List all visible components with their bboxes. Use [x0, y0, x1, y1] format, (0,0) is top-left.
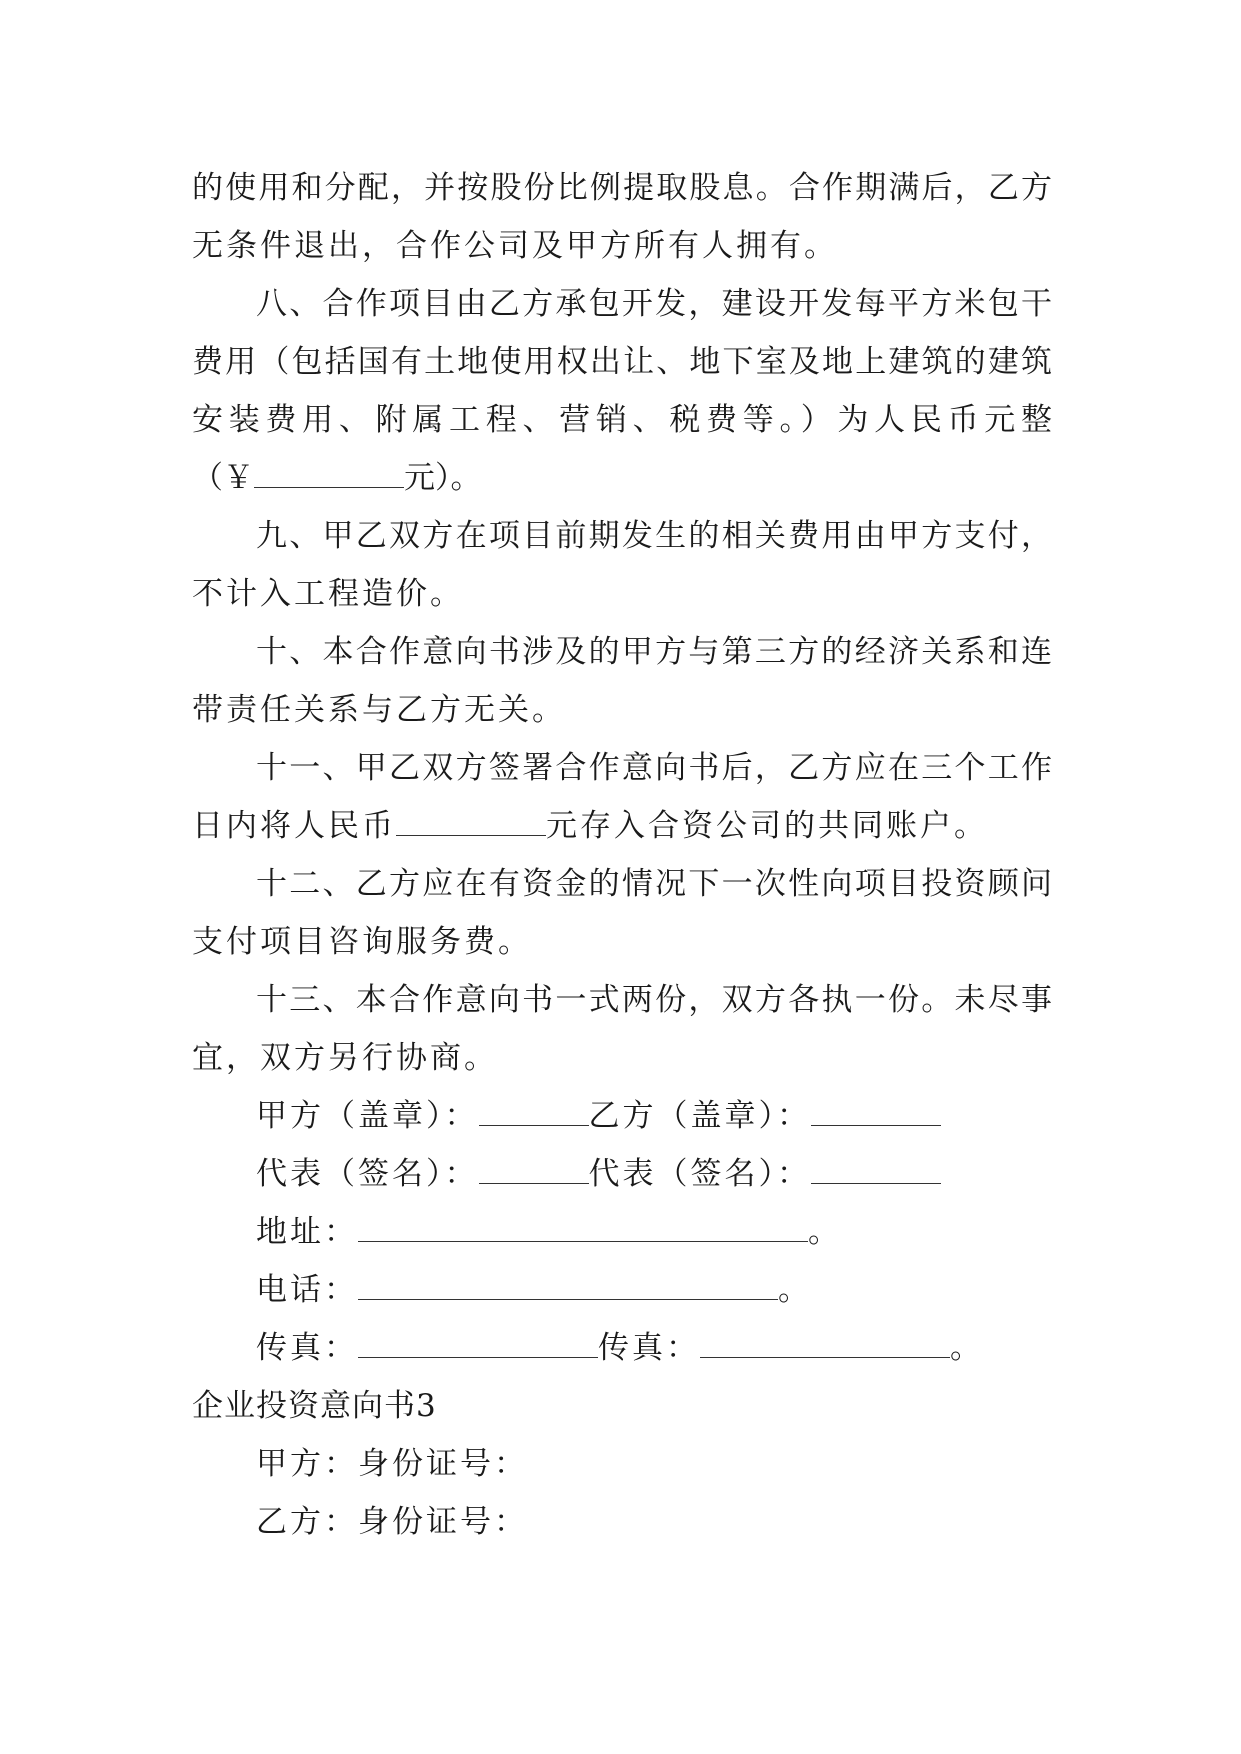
- rep-a-label: 代表（签名）：: [256, 1156, 479, 1192]
- party-a-seal-blank[interactable]: [479, 1099, 589, 1126]
- rep-a-blank[interactable]: [479, 1157, 589, 1184]
- text-segment: 日内将人民币: [192, 808, 396, 844]
- clause-10: 十、本合作意向书涉及的甲方与第三方的经济关系和连: [256, 634, 1052, 670]
- party-b-id: 乙方：身份证号：: [256, 1504, 528, 1540]
- amount-blank[interactable]: [396, 809, 546, 836]
- fax-a-blank[interactable]: [358, 1331, 598, 1358]
- fax-end: 。: [950, 1330, 984, 1366]
- party-b-seal-blank[interactable]: [811, 1099, 941, 1126]
- clause-8: 八、合作项目由乙方承包开发，建设开发每平方米包干: [256, 286, 1052, 322]
- section-title: 企业投资意向书3: [192, 1388, 437, 1424]
- address-end: 。: [808, 1214, 842, 1250]
- party-a-id: 甲方：身份证号：: [256, 1446, 528, 1482]
- seal-row: [256, 1096, 1052, 1136]
- amount-blank[interactable]: [254, 461, 404, 488]
- clause-12: 十二、乙方应在有资金的情况下一次性向项目投资顾问: [256, 866, 1052, 902]
- fax-b-blank[interactable]: [700, 1331, 950, 1358]
- fax-a-label: 传真：: [256, 1330, 358, 1366]
- rep-b-blank[interactable]: [811, 1157, 941, 1184]
- text-line: 宜，双方另行协商。: [192, 1040, 498, 1076]
- text-line: 费用（包括国有土地使用权出让、地下室及地上建筑的建筑: [192, 344, 1052, 380]
- party-a-seal-label: 甲方（盖章）：: [256, 1098, 479, 1134]
- text-segment: 元存入合资公司的共同账户。: [546, 808, 988, 844]
- fax-b-label: 传真：: [598, 1330, 700, 1366]
- text-line: 支付项目咨询服务费。: [192, 924, 532, 960]
- phone-label: 电话：: [256, 1272, 358, 1308]
- phone-row: [256, 1270, 1052, 1310]
- address-label: 地址：: [256, 1214, 358, 1250]
- text-line: 不计入工程造价。: [192, 576, 464, 612]
- clause-13: 十三、本合作意向书一式两份，双方各执一份。未尽事: [256, 982, 1052, 1018]
- yuan-suffix: 元）。: [404, 460, 482, 496]
- party-b-seal-label: 乙方（盖章）：: [588, 1098, 811, 1134]
- text-line: [192, 458, 1052, 498]
- representative-row: [256, 1154, 1052, 1194]
- fax-row: [256, 1328, 1052, 1368]
- text-line: 安装费用、附属工程、营销、税费等。）为人民币元整: [192, 402, 1052, 438]
- phone-blank[interactable]: [358, 1273, 778, 1300]
- clause-9: 九、甲乙双方在项目前期发生的相关费用由甲方支付，: [256, 518, 1052, 554]
- text-line: 带责任关系与乙方无关。: [192, 692, 566, 728]
- text-line: 的使用和分配，并按股份比例提取股息。合作期满后，乙方: [192, 170, 1052, 206]
- clause-11: 十一、甲乙双方签署合作意向书后，乙方应在三个工作: [256, 750, 1052, 786]
- phone-end: 。: [778, 1272, 812, 1308]
- yuan-prefix: （￥: [192, 460, 254, 496]
- text-line: 无条件退出，合作公司及甲方所有人拥有。: [192, 228, 838, 264]
- rep-b-label: 代表（签名）：: [588, 1156, 811, 1192]
- text-line: [192, 806, 1052, 846]
- address-blank[interactable]: [358, 1215, 808, 1242]
- address-row: [256, 1212, 1052, 1252]
